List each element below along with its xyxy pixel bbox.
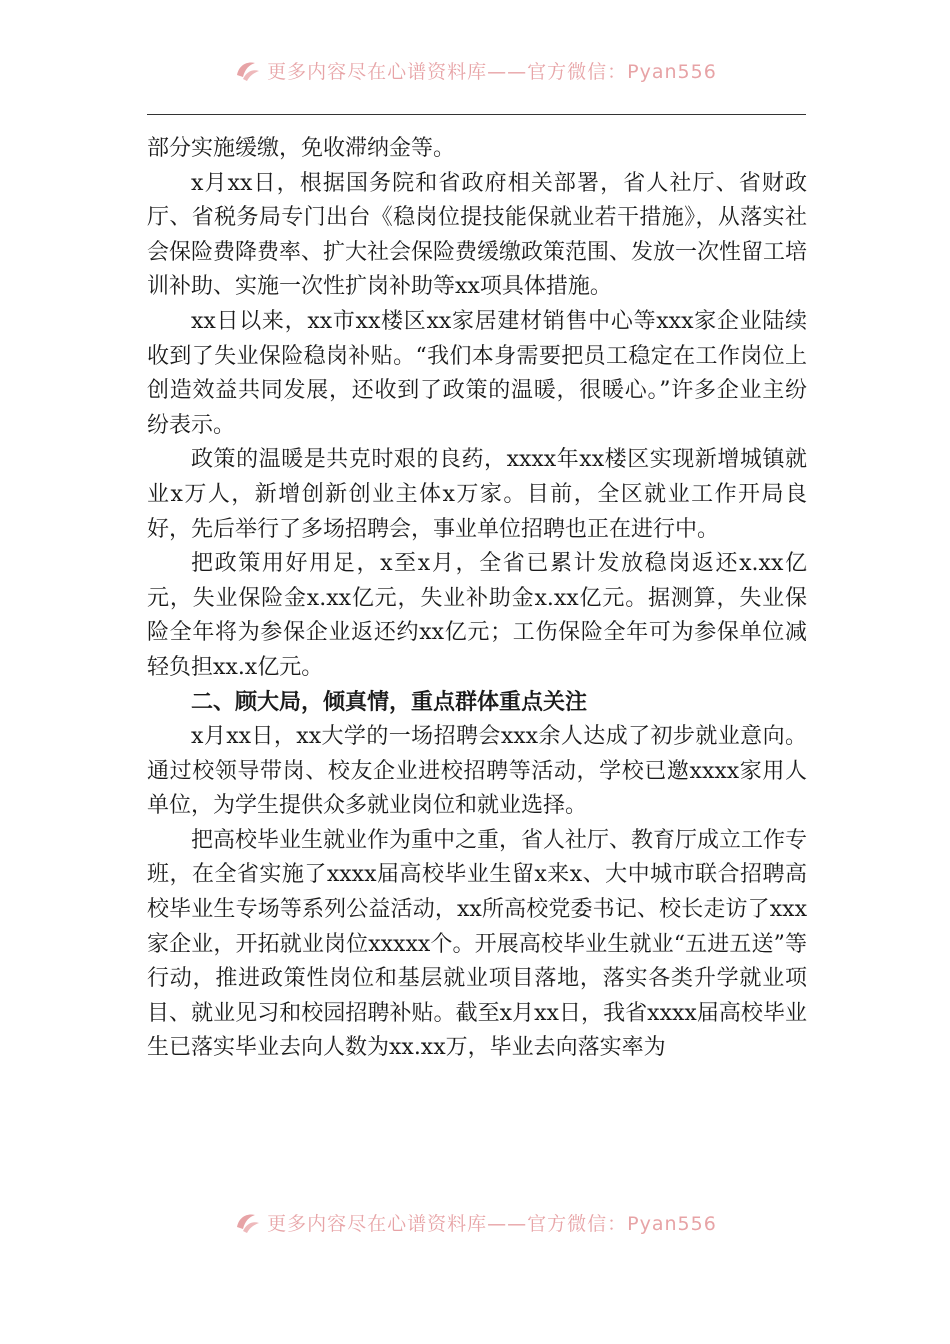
watermark-logo-icon (233, 1209, 261, 1235)
watermark-text: 更多内容尽在心谱资料库——官方微信：Pyan556 (267, 1212, 717, 1235)
section-heading: 二、顾大局，倾真情，重点群体重点关注 (191, 689, 588, 715)
paragraph: x月xx日，根据国务院和省政府相关部署，省人社厅、省财政厅、省税务局专门出台《稳岗位提技能保就业若干措施》，从落实社会保险费降费率、扩大社会保险费缓缴政策范围、发放一次性留工培训补助、实施一次性扩岗补助等xx项具体措施。 (147, 170, 808, 300)
paragraph: 把政策用好用足，x至x月，全省已累计发放稳岗返还x.xx亿元，失业保险金x.xx亿元，失业补助金x.xx亿元。据测算，失业保险全年将为参保企业返还约xx亿元；工伤保险全年可为参保单位减轻负担xx.x亿元。 (147, 551, 807, 680)
paragraph: x月xx日，xx大学的一场招聘会xxx余人达成了初步就业意向。通过校领导带岗、校友企业进校招聘等活动，学校已邀xxxx家用人单位，为学生提供众多就业岗位和就业选择。 (147, 724, 807, 819)
paragraph: xx日以来，xx市xx楼区xx家居建材销售中心等xxx家企业陆续收到了失业保险稳岗补贴。“我们本身需要把员工稳定在工作岗位上创造效益共同发展，还收到了政策的温暖，很暖心。”许多企业主纷纷表示。 (147, 308, 807, 438)
header-divider (147, 114, 806, 115)
paragraph: 政策的温暖是共克时艰的良药，xxxx年xx楼区实现新增城镇就业x万人，新增创新创业主体x万家。目前，全区就业工作开局良好，先后举行了多场招聘会，事业单位招聘也正在进行中。 (147, 447, 807, 542)
paragraph: 把高校毕业生就业作为重中之重，省人社厅、教育厅成立工作专班，在全省实施了xxxx届高校毕业生留x来x、大中城市联合招聘高校毕业生专场等系列公益活动，xx所高校党委书记、校长走访了xxx家企业，开拓就业岗位xxxxx个。开展高校毕业生就业“五进五送”等行动，推进政策性岗位和基层就业项目落地，落实各类升学就业项目、就业见习和校园招聘补贴。截至x月xx日，我省xxxx届高校毕业生已落实毕业去向人数为xx.xx万，毕业去向落实率为 (147, 827, 808, 1061)
watermark-bottom (0, 1202, 950, 1242)
watermark-logo-icon (233, 57, 261, 83)
watermark-top (0, 50, 950, 90)
watermark-text: 更多内容尽在心谱资料库——官方微信：Pyan556 (267, 60, 717, 83)
document-body (147, 132, 807, 1066)
paragraph-continuation: 部分实施缓缴，免收滞纳金等。 (147, 136, 456, 161)
